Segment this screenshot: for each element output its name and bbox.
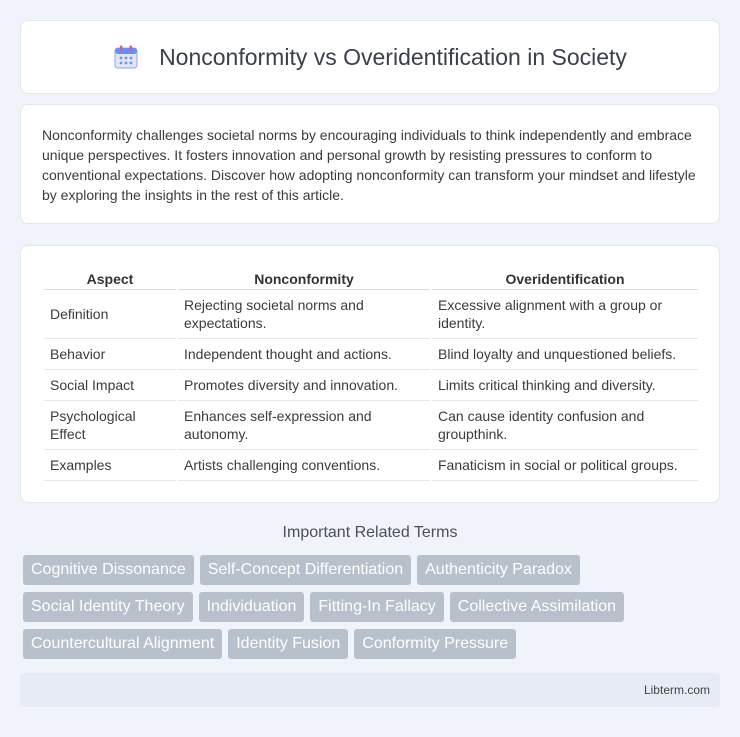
tag-collective-assimilation[interactable]: Collective Assimilation — [450, 592, 624, 622]
related-terms-title: Important Related Terms — [282, 524, 458, 541]
tag-countercultural-alignment[interactable]: Countercultural Alignment — [23, 629, 222, 659]
header-aspect: Aspect — [44, 266, 176, 290]
footer — [20, 673, 720, 707]
tag-self-concept-differentiation[interactable]: Self-Concept Differentiation — [200, 555, 411, 585]
comparison-table — [42, 266, 700, 481]
cell-aspect: Definition — [44, 290, 176, 339]
header-overidentification: Overidentification — [432, 266, 698, 290]
tag-social-identity-theory[interactable]: Social Identity Theory — [23, 592, 193, 622]
intro-card — [20, 104, 720, 224]
table-header-row — [44, 266, 698, 290]
cell-nonconformity: Independent thought and actions. — [178, 339, 430, 370]
table-row — [44, 450, 698, 481]
tag-individuation[interactable]: Individuation — [199, 592, 305, 622]
cell-aspect: Behavior — [44, 339, 176, 370]
tag-authenticity-paradox[interactable]: Authenticity Paradox — [417, 555, 580, 585]
cell-overidentification: Limits critical thinking and diversity. — [432, 370, 698, 401]
cell-overidentification: Fanaticism in social or political groups. — [432, 450, 698, 481]
header-nonconformity: Nonconformity — [178, 266, 430, 290]
related-terms-list — [23, 555, 723, 659]
header-card — [20, 20, 720, 94]
cell-nonconformity: Rejecting societal norms and expectations. — [178, 290, 430, 339]
cell-overidentification: Can cause identity confusion and groupthink. — [432, 401, 698, 450]
tag-fitting-in-fallacy[interactable]: Fitting-In Fallacy — [310, 592, 443, 622]
footer-site-link[interactable]: Libterm.com — [643, 683, 710, 697]
table-card — [20, 245, 720, 503]
title-wrap — [113, 44, 627, 71]
cell-overidentification: Blind loyalty and unquestioned beliefs. — [432, 339, 698, 370]
table-row — [44, 339, 698, 370]
table-row — [44, 401, 698, 450]
table-row — [44, 370, 698, 401]
intro-text: Nonconformity challenges societal norms by encouraging individuals to think independently and embrace unique perspectives. It fosters innovation and personal growth by resisting pressures to conform to conventional expectations. Discover how adopting nonconformity can transform your mindset and lifestyle by exploring the insights in the rest of this article. — [42, 127, 696, 203]
table-row — [44, 290, 698, 339]
cell-nonconformity: Artists challenging conventions. — [178, 450, 430, 481]
cell-aspect: Social Impact — [44, 370, 176, 401]
tag-cognitive-dissonance[interactable]: Cognitive Dissonance — [23, 555, 194, 585]
cell-nonconformity: Enhances self-expression and autonomy. — [178, 401, 430, 450]
cell-overidentification: Excessive alignment with a group or identity. — [432, 290, 698, 339]
cell-aspect: Examples — [44, 450, 176, 481]
tag-conformity-pressure[interactable]: Conformity Pressure — [354, 629, 516, 659]
tag-identity-fusion[interactable]: Identity Fusion — [228, 629, 348, 659]
cell-nonconformity: Promotes diversity and innovation. — [178, 370, 430, 401]
page-title: Nonconformity vs Overidentification in Society — [159, 43, 627, 70]
cell-aspect: Psychological Effect — [44, 401, 176, 450]
calendar-icon — [113, 44, 139, 70]
